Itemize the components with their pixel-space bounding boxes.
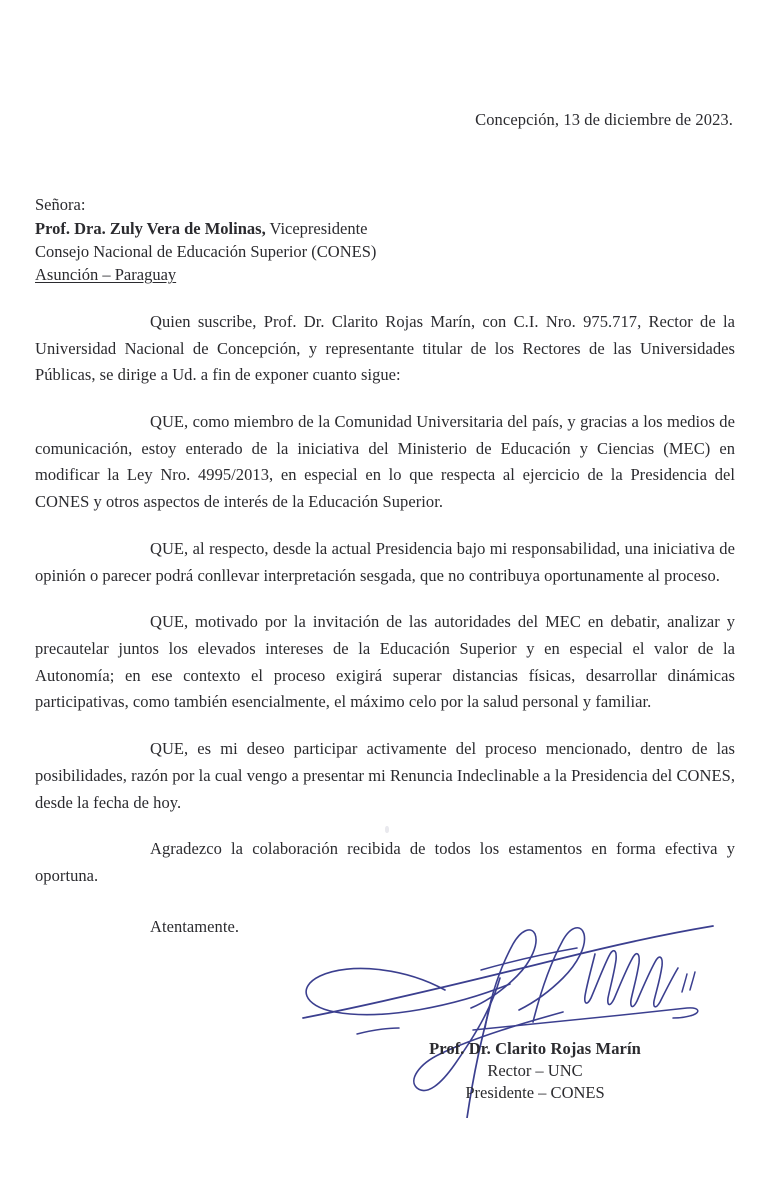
letter-content (35, 0, 735, 1116)
paragraph-1: Quien suscribe, Prof. Dr. Clarito Rojas Marín, con C.I. Nro. 975.717, Rector de la Universidad Nacional de Concepción, y representante titular de los Rectores de las Universidades Públicas, se dirige a Ud. a fin de exponer cuanto sigue: (35, 311, 735, 385)
sign-off-line: Atentamente. (150, 916, 240, 936)
signer-name: Prof. Dr. Clarito Rojas Marín (429, 1039, 641, 1059)
date-line: Concepción, 13 de diciembre de 2023. (475, 110, 733, 129)
paragraph-4: QUE, motivado por la invitación de las autoridades del MEC en debatir, analizar y precautelar juntos los elevados intereses de la Educación Superior y en especial el valor de la Autonomía; en ese contexto el proceso exigirá superar distancias físicas, desarrollar dinámicas participativas, como también esencialmente, el máximo celo por la salud personal y familiar. (35, 612, 735, 712)
letter-body (35, 309, 735, 941)
addressee-block (35, 193, 735, 287)
addressee-organization: Consejo Nacional de Educación Superior (CONES) (35, 241, 377, 261)
addressee-salutation: Señora: (35, 195, 86, 215)
paragraph-5: QUE, es mi deseo participar activamente del proceso mencionado, dentro de las posibilidades, razón por la cual vengo a presentar mi Renuncia Indeclinable a la Presidencia del CONES, desde la fecha de hoy. (35, 739, 735, 812)
addressee-place: Asunción – Paraguay (35, 265, 177, 285)
paragraph-3: QUE, al respecto, desde la actual Presidencia bajo mi responsabilidad, una iniciativa de opinión o parecer podrá conllevar interpretación sesgada, que no contribuya oportunamente al proceso. (35, 538, 735, 585)
addressee-name-line (35, 217, 735, 240)
addressee-name: Prof. Dra. Zuly Vera de Molinas, (35, 218, 266, 238)
closing-paragraph: Agradezco la colaboración recibida de todos los estamentos en forma efectiva y oportuna. (35, 839, 735, 885)
scan-artifact-speck (385, 826, 389, 833)
paragraph-2: QUE, como miembro de la Comunidad Universitaria del país, y gracias a los medios de comunicación, estoy enterado de la iniciativa del Ministerio de Educación y Ciencias (MEC) en modificar la Ley Nro. 4995/2013, en especial en lo que respecta al ejercicio de la Presidencia del CONES y otros aspectos de interés de la Educación Superior. (35, 411, 735, 512)
signer-title-presidente: Presidente – CONES (465, 1082, 605, 1102)
addressee-role: Vicepresidente (269, 218, 368, 238)
signature-area (35, 946, 735, 1116)
signature-name-block (335, 1038, 735, 1103)
signer-title-rector: Rector – UNC (487, 1061, 583, 1081)
